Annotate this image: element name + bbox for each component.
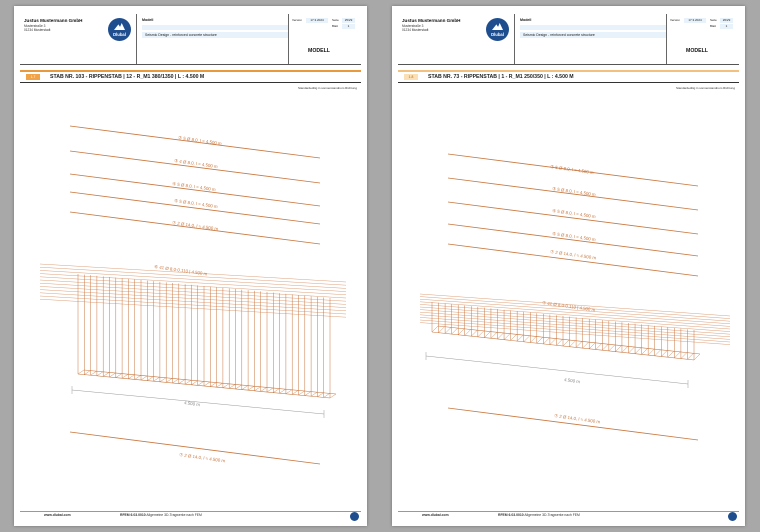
stirrup [324,393,330,397]
longitudinal-bar [448,244,698,276]
bottom-bar-label: ⑦ 2 Ø 14.0, l = 4.500 m [178,452,226,464]
bar-label: ⑦ 2 Ø 14.0, l = 4.500 m [549,249,597,261]
dlubal-footer-logo-icon [350,512,359,521]
company-address-1: Musterstraße 3 [24,24,46,28]
reinforcement-drawing [14,6,367,526]
stirrup [452,328,458,334]
bar-label: ⑤ 5 Ø 8.0, l = 4.500 m [173,198,218,210]
stirrup [504,334,510,340]
stirrup [217,383,223,387]
meta-row-version: Version 17.3.2024 Seite 25/29 [292,17,356,23]
stirrup [655,350,661,356]
meta-row-sheet: Blatt 1 [292,23,356,29]
stirrup [229,384,235,388]
section-title: MODELL [308,48,330,54]
stirrup [273,389,279,393]
stirrup [615,346,621,352]
stirrup [465,330,471,336]
stirrup [439,327,445,333]
stirrup [103,372,109,376]
meta-row-sheet: Blatt 1 [670,23,734,29]
stirrup [135,375,141,379]
stirrup [317,393,323,397]
company-address-2: 01234 Musterstadt [24,28,51,33]
dlubal-footer-logo-icon [728,512,737,521]
stirrup [445,327,451,333]
stirrup [484,332,490,338]
section-title: MODELL [686,48,708,54]
dlubal-logo: Dlubal [108,18,131,41]
stirrup [191,381,197,385]
stirrup [305,392,311,396]
stirrup [550,339,556,345]
project-name: Seismic Design - reinforced concrete structure [520,32,666,38]
stirrup [261,387,267,391]
dimension-line [426,356,688,384]
stirrup [84,371,90,375]
stirrup [661,351,667,357]
chapter-badge: 1.7 [26,74,40,80]
stirrup [160,378,166,382]
company-name: Justus Mustermann GmbH [24,18,83,23]
stirrup [280,389,286,393]
stirrup [642,348,648,354]
stirrup [110,373,116,377]
stirrup [537,337,543,343]
stirrup [596,344,602,350]
stirrup [154,377,160,381]
footer-software: RFEM 6.03.0010 Allgemeine 3D-Tragwerke nach FEM [120,513,202,517]
longitudinal-bar [448,178,698,210]
project-name: Seismic Design - reinforced concrete structure [142,32,288,38]
stirrup [609,345,615,351]
company-name: Justus Mustermann GmbH [402,18,461,23]
stirrup [204,382,210,386]
bar-label: ⑤ 5 Ø 8.0, l = 4.500 m [551,231,596,243]
stirrup [478,331,484,337]
meta-row-version: Version 17.3.2024 Seite 26/29 [670,17,734,23]
stirrup [286,390,292,394]
stirrup [648,349,654,355]
dimension-label: 4.500 m [563,377,581,385]
company-address-2: 01234 Musterstadt [402,28,429,33]
model-label: Modell [520,18,532,22]
footer-url: www.dlubal.com [44,513,71,517]
stirrup [563,340,569,346]
stirrup [122,374,128,378]
stirrup [530,337,536,343]
stirrup [635,348,641,354]
stirrup-label: ① 41 Ø 8.0-0.110 | 4.500 m [541,300,596,313]
stirrup [254,387,260,391]
stirrup [543,338,549,344]
longitudinal-bars [448,154,698,440]
footer-software: RFEM 6.03.0010 Allgemeine 3D-Tragwerke nach FEM [498,513,580,517]
stirrup [471,330,477,336]
stirrup [491,332,497,338]
view-note: Standardeditig in sonnenstandnum Richtung [675,86,735,90]
stirrup [694,354,700,360]
stirrup [223,384,229,388]
stirrup [602,344,608,350]
bar-label: ③ 4 Ø 8.0, l = 4.500 m [173,158,218,170]
longitudinal-bars [70,126,320,464]
reinforcement-drawing [392,6,745,526]
view-note: Standardeditig in sonnenstandnum Richtung [297,86,357,90]
bottom-bar [448,408,698,440]
model-label: Modell [142,18,154,22]
stirrup [299,391,305,395]
bar-label: ④ 5 Ø 8.0, l = 4.500 m [551,208,596,220]
stirrup [173,379,179,383]
stirrup [185,380,191,384]
stirrup [524,336,530,342]
stirrup [116,374,122,378]
stirrup [128,375,134,379]
stirrup-label: ⑥ 41 Ø 8.0-0.110 | 4.500 m [153,264,208,277]
stirrup [668,351,674,357]
bottom-bar-label: ⑦ 2 Ø 14.0, l = 4.500 m [553,413,601,425]
footer-rule [398,511,739,512]
stirrup [166,378,172,382]
stirrup [583,342,589,348]
stirrup [674,352,680,358]
stirrup [242,386,248,390]
footer-url: www.dlubal.com [422,513,449,517]
cage-bottom-bar [84,370,336,394]
report-page-right [392,6,745,526]
longitudinal-bar [70,192,320,224]
stirrup [292,390,298,394]
bar-label: ② 5 Ø 8.0, l = 4.500 m [549,164,594,176]
member-title: STAB NR. 103 - RIPPENSTAB | 12 - R_M1 380/1350 | L : 4.500 M [50,73,205,80]
stirrup [629,347,635,353]
bar-label: ⑦ 2 Ø 14.0, l = 4.500 m [171,220,219,232]
dimension-label: 4.500 m [183,400,201,408]
stirrup [248,386,254,390]
stirrup [267,388,273,392]
longitudinal-bar [70,151,320,183]
stirrup [589,343,595,349]
stirrup [687,353,693,359]
stirrup [681,353,687,359]
bar-labels [542,164,601,424]
report-page-left [14,6,367,526]
stirrup [458,329,464,335]
stirrup [576,341,582,347]
stirrup [556,339,562,345]
stirrup [78,370,84,374]
stirrup [622,346,628,352]
member-title: STAB NR. 73 - RIPPENSTAB | 1 - R_M1 250/350 | L : 4.500 M [428,73,574,80]
footer-rule [20,511,361,512]
stirrup [210,383,216,387]
stirrup [141,376,147,380]
cage-bottom-bar [438,326,700,354]
stirrup [311,392,317,396]
page-number: 26/29 [720,18,733,23]
stirrup [91,371,97,375]
stirrup [147,377,153,381]
reinforcement-cage [40,264,346,418]
stirrup [517,335,523,341]
dlubal-logo: Dlubal [486,18,509,41]
stirrup [511,334,517,340]
page-number: 25/29 [342,18,355,23]
bar-labels [154,135,226,463]
company-address-1: Musterstraße 3 [402,24,424,28]
stirrup [432,326,438,332]
stirrup [330,394,336,398]
stirrup [498,333,504,339]
stirrup [97,372,103,376]
bar-label: ② 5 Ø 8.0, l = 4.500 m [177,135,222,147]
chapter-badge: 1.8 [404,74,418,80]
stirrup [570,341,576,347]
bar-label: ③ 5 Ø 8.0, l = 4.500 m [551,186,596,198]
stirrup [236,385,242,389]
stirrup [179,380,185,384]
stirrup [198,381,204,385]
bar-label: ④ 5 Ø 8.0, l = 4.500 m [171,181,216,193]
